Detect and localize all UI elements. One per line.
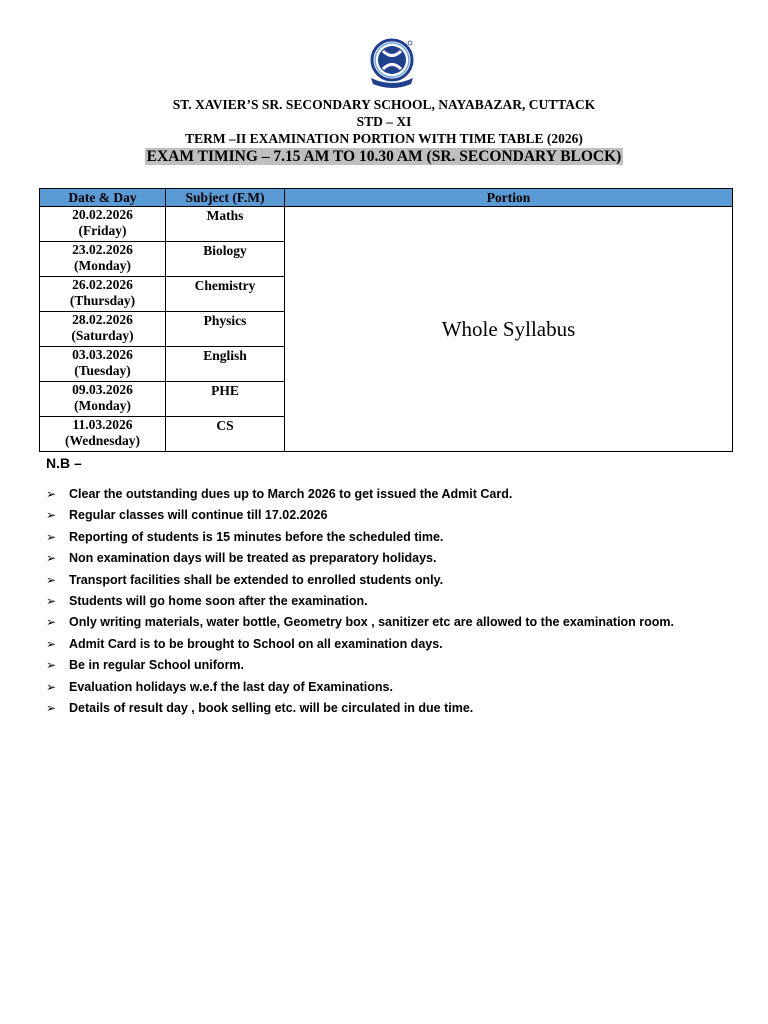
exam-timetable (39, 188, 733, 452)
day: (Saturday) (71, 328, 134, 343)
list-item (46, 636, 746, 657)
date: 11.03.2026 (72, 417, 133, 432)
date-cell (40, 312, 166, 347)
arrowhead-bullet-icon: ➢ (46, 508, 57, 523)
list-item (46, 486, 746, 507)
subject-cell: Chemistry (166, 277, 285, 312)
date-cell (40, 207, 166, 242)
table-row (40, 207, 733, 242)
table-header-row (40, 189, 733, 207)
note-text: Be in regular School uniform. (69, 658, 245, 673)
date-cell (40, 417, 166, 452)
col-header-date: Date & Day (40, 189, 166, 207)
date-cell (40, 382, 166, 417)
school-logo (363, 38, 421, 88)
note-text: Students will go home soon after the examination. (69, 593, 368, 608)
day: (Friday) (78, 223, 127, 238)
date-cell (40, 242, 166, 277)
arrowhead-bullet-icon: ➢ (46, 572, 57, 587)
arrowhead-bullet-icon: ➢ (46, 487, 57, 501)
note-text: Admit Card is to be brought to School on all examination days. (69, 636, 443, 651)
list-item (46, 529, 746, 550)
note-text: Regular classes will continue till 17.02.2026 (69, 508, 328, 523)
date-cell (40, 347, 166, 382)
list-item (46, 700, 746, 721)
subject-cell: CS (166, 417, 285, 452)
school-name: ST. XAVIER’S SR. SECONDARY SCHOOL, NAYABAZAR, CUTTACK (172, 97, 596, 112)
date: 09.03.2026 (72, 382, 133, 397)
arrowhead-bullet-icon: ➢ (46, 658, 57, 673)
note-text: Non examination days will be treated as preparatory holidays. (69, 551, 437, 566)
day: (Wednesday) (64, 433, 140, 448)
list-item (46, 550, 746, 571)
list-item (46, 614, 746, 635)
notes-list (46, 486, 746, 721)
subject-cell: Physics (166, 312, 285, 347)
subject-cell: Biology (166, 242, 285, 277)
arrowhead-bullet-icon: ➢ (46, 679, 57, 694)
note-text: Evaluation holidays w.e.f the last day of Examinations. (69, 679, 393, 694)
term-title: TERM –II EXAMINATION PORTION WITH TIME TABLE (2026) (185, 131, 583, 146)
nb-label: N.B – (46, 455, 82, 471)
list-item (46, 507, 746, 528)
list-item (46, 679, 746, 700)
subject-cell: Maths (166, 207, 285, 242)
day: (Monday) (74, 258, 131, 273)
note-text: Transport facilities shall be extended to enrolled students only. (69, 572, 444, 587)
day: (Thursday) (69, 293, 136, 308)
arrowhead-bullet-icon: ➢ (46, 529, 57, 544)
arrowhead-bullet-icon: ➢ (46, 636, 57, 651)
arrowhead-bullet-icon: ➢ (46, 700, 57, 715)
subject-cell: PHE (166, 382, 285, 417)
day: (Tuesday) (74, 363, 131, 378)
list-item (46, 657, 746, 678)
note-text: Details of result day , book selling etc. will be circulated in due time. (69, 700, 474, 715)
date: 28.02.2026 (72, 312, 133, 327)
subject-cell: English (166, 347, 285, 382)
date: 26.02.2026 (72, 277, 133, 292)
portion-cell: Whole Syllabus (285, 207, 733, 452)
arrowhead-bullet-icon: ➢ (46, 615, 57, 630)
exam-timing-text: EXAM TIMING – 7.15 AM TO 10.30 AM (SR. SECONDARY BLOCK) (146, 148, 622, 165)
note-text: Reporting of students is 15 minutes before the scheduled time. (69, 529, 444, 544)
note-text: Only writing materials, water bottle, Geometry box , sanitizer etc are allowed to the examination room. (69, 615, 675, 630)
arrowhead-bullet-icon: ➢ (46, 551, 57, 566)
col-header-portion: Portion (285, 189, 733, 207)
day: (Monday) (74, 398, 131, 413)
date-cell (40, 277, 166, 312)
list-item (46, 593, 746, 614)
date: 03.03.2026 (72, 347, 133, 362)
col-header-subject: Subject (F.M) (166, 189, 285, 207)
note-text: Clear the outstanding dues up to March 2026 to get issued the Admit Card. (69, 487, 513, 501)
class-label: STD – XI (356, 114, 412, 129)
exam-timing (0, 148, 768, 166)
list-item (46, 572, 746, 593)
date: 20.02.2026 (72, 207, 133, 222)
date: 23.02.2026 (72, 242, 133, 257)
arrowhead-bullet-icon: ➢ (46, 593, 57, 608)
